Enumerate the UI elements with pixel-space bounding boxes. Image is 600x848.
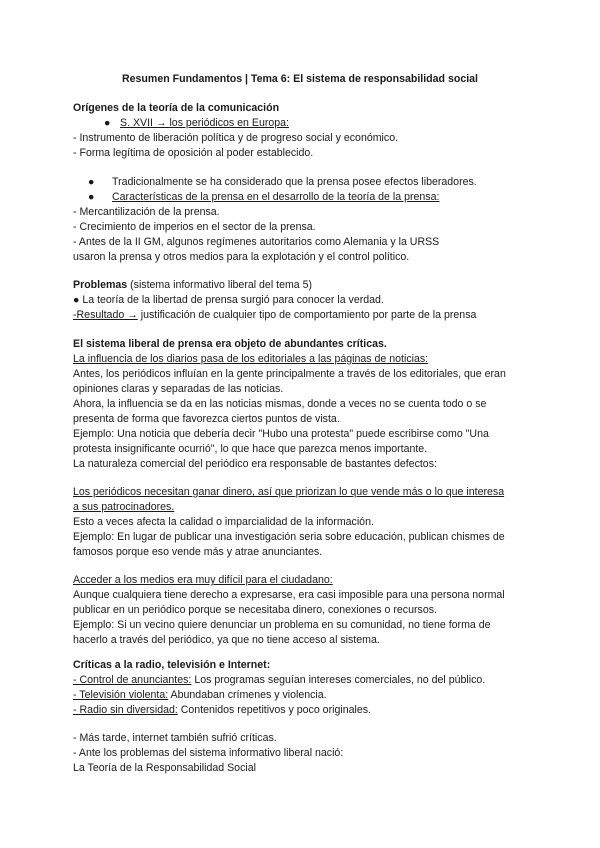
text-line: - Más tarde, internet también sufrió críticas. [73, 732, 277, 744]
paragraph-line: La naturaleza comercial del periódico era responsable de bastantes defectos: [73, 458, 437, 470]
paragraph-line: opiniones claras y separadas de las noticias. [73, 383, 284, 395]
text-line: ● La teoría de la libertad de prensa surgió para conocer la verdad. [73, 294, 384, 306]
document-title: Resumen Fundamentos | Tema 6: El sistema de responsabilidad social [122, 73, 478, 85]
paragraph-line: Aunque cualquiera tiene derecho a expresarse, era casi imposible para una persona normal [73, 589, 505, 601]
section-heading-problems: Problemas (sistema informativo liberal del tema 5) [73, 279, 313, 291]
list-item: - Forma legítima de oposición al poder establecido. [73, 147, 314, 159]
list-item: - Mercantilización de la prensa. [73, 206, 220, 218]
bullet-text: Características de la prensa en el desarrollo de la teoría de la prensa: [112, 191, 440, 203]
paragraph-line: Ejemplo: Si un vecino quiere denunciar un problema en su comunidad, no tiene forma de [73, 619, 491, 631]
bullet-icon: ● [104, 117, 111, 129]
list-item: - Control de anunciantes: Los programas seguían intereses comerciales, no del público. [73, 674, 486, 686]
text-line: - Ante los problemas del sistema informativo liberal nació: [73, 747, 344, 759]
paragraph-line: Ahora, la influencia se da en las noticias mismas, donde a veces no se cuenta todo o se [73, 398, 487, 410]
list-item: - Antes de la II GM, algunos regímenes autoritarios como Alemania y la URSS [73, 236, 440, 248]
paragraph-line: Antes, los periódicos influían en la gente principalmente a través de los editoriales, que eran [73, 368, 506, 380]
bullet-text: S. XVII → los periódicos en Europa: [120, 117, 289, 129]
paragraph-line: Esto a veces afecta la calidad o imparcialidad de la información. [73, 516, 374, 528]
section-heading-origins: Orígenes de la teoría de la comunicación [73, 102, 280, 114]
list-item: - Radio sin diversidad: Contenidos repetitivos y poco originales. [73, 704, 371, 716]
paragraph-line: publicar en un periódico porque se necesitaba dinero, conexiones o recursos. [73, 604, 437, 616]
bullet-item [104, 117, 289, 130]
text-line: La Teoría de la Responsabilidad Social [73, 762, 256, 774]
paragraph-line: protesta insignificante ocurrió", lo que hace que parezca menos importante. [73, 443, 428, 455]
bullet-item [88, 191, 439, 204]
subheading: a sus patrocinadores. [73, 501, 175, 513]
paragraph-line: presenta de forma que favorezca ciertos puntos de vista. [73, 413, 340, 425]
list-item: - Televisión violenta: Abundaban crímenes y violencia. [73, 689, 327, 701]
subheading: Acceder a los medios era muy difícil para el ciudadano: [73, 574, 333, 586]
list-item: usaron la prensa y otros medios para la explotación y el control político. [73, 251, 410, 263]
bullet-icon: ● [88, 176, 95, 188]
section-heading-media: Críticas a la radio, televisión e Internet: [73, 659, 271, 671]
list-item: - Crecimiento de imperios en el sector de la prensa. [73, 221, 316, 233]
list-item: - Instrumento de liberación política y de progreso social y económico. [73, 132, 399, 144]
bullet-icon: ● [88, 191, 95, 203]
paragraph-line: Ejemplo: Una noticia que debería decir "Hubo una protesta" puede escribirse como "Una [73, 428, 489, 440]
paragraph-line: Ejemplo: En lugar de publicar una investigación seria sobre educación, publican chismes de [73, 531, 505, 543]
paragraph-line: hacerlo a través del periódico, ya que no tiene acceso al sistema. [73, 634, 380, 646]
text-line: -Resultado → justificación de cualquier tipo de comportamiento por parte de la prensa [73, 309, 477, 321]
subheading: La influencia de los diarios pasa de los editoriales a las páginas de noticias: [73, 353, 429, 365]
bullet-text: Tradicionalmente se ha considerado que la prensa posee efectos liberadores. [112, 176, 477, 188]
paragraph-line: famosos porque eso vende más y atrae anunciantes. [73, 546, 323, 558]
subheading: Los periódicos necesitan ganar dinero, así que priorizan lo que vende más o lo que interesa [73, 486, 505, 498]
bullet-item [88, 176, 477, 189]
section-heading-criticism: El sistema liberal de prensa era objeto de abundantes críticas. [73, 338, 387, 350]
